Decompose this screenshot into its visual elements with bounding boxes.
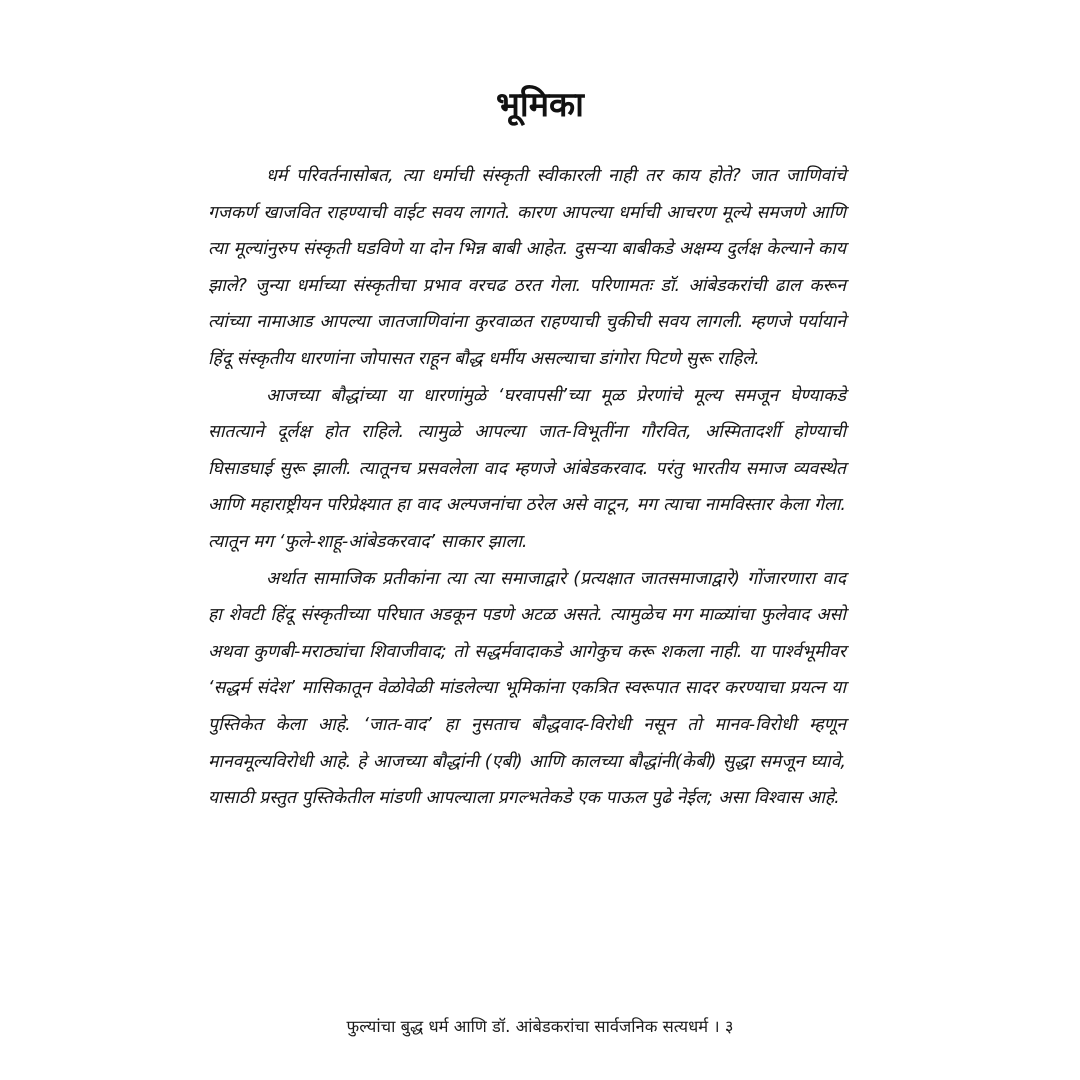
page-title: भूमिका bbox=[496, 85, 584, 125]
body-text bbox=[208, 158, 846, 817]
paragraph-1: धर्म परिवर्तनासोबत, त्या धर्माची संस्कृती स्वीकारली नाही तर काय होते? जात जाणिवांचे गजकर्ण खाजवित राहण्याची वाईट सवय लागते. कारण आपल्या धर्माची आचरण मूल्ये समजणे आणि त्या मूल्यांनुरुप संस्कृती घडविणे या दोन भिन्न बाबी आहेत. दुसऱ्या बाबीकडे अक्षम्य दुर्लक्ष केल्याने काय झाले? जुन्या धर्माच्या संस्कृतीचा प्रभाव वरचढ ठरत गेला. परिणामतः डॉ. आंबेडकरांची ढाल करून त्यांच्या नामाआड आपल्या जातजाणिवांना कुरवाळत राहण्याची चुकीची सवय लागली. म्हणजे पर्यायाने हिंदू संस्कृतीय धारणांना जोपासत राहून बौद्ध धर्मीय असल्याचा डांगोरा पिटणे सुरू राहिले. bbox=[208, 166, 846, 369]
page-footer: फुल्यांचा बुद्ध धर्म आणि डॉ. आंबेडकरांचा सार्वजनिक सत्यधर्म । ३ bbox=[346, 1017, 734, 1036]
paragraph-2: आजच्या बौद्धांच्या या धारणांमुळे ‘घरवापसी’च्या मूळ प्रेरणांचे मूल्य समजून घेण्याकडे सातत्याने दूर्लक्ष होत राहिले. त्यामुळे आपल्या जात-विभूतींना गौरवित, अस्मितादर्शी होण्याची घिसाडघाई सुरू झाली. त्यातूनच प्रसवलेला वाद म्हणजे आंबेडकरवाद. परंतु भारतीय समाज व्यवस्थेत आणि महाराष्ट्रीयन परिप्रेक्ष्यात हा वाद अल्पजनांचा ठरेल असे वाटून, मग त्याचा नामविस्तार केला गेला. त्यातून मग ‘फुले-शाहू-आंबेडकरवाद’ साकार झाला. bbox=[208, 385, 846, 552]
paragraph-3: अर्थात सामाजिक प्रतीकांना त्या त्या समाजाद्वारे (प्रत्यक्षात जातसमाजाद्वारे) गोंजारणारा वाद हा शेवटी हिंदू संस्कृतीच्या परिघात अडकून पडणे अटळ असते. त्यामुळेच मग माळ्यांचा फुलेवाद असो अथवा कुणबी-मराठ्यांचा शिवाजीवाद; तो सद्धर्मवादाकडे आगेकुच करू शकला नाही. या पार्श्वभूमीवर ‘सद्धर्म संदेश’ मासिकातून वेळोवेळी मांडलेल्या भूमिकांना एकत्रित स्वरूपात सादर करण्याचा प्रयत्न या पुस्तिकेत केला आहे. ‘जात-वाद’ हा नुसताच बौद्धवाद-विरोधी नसून तो मानव-विरोधी म्हणून मानवमूल्यविरोधी आहे. हे आजच्या बौद्धांनी (एबी) आणि कालच्या बौद्धांनी(केबी) सुद्धा समजून घ्यावे, यासाठी प्रस्तुत पुस्तिकेतील मांडणी आपल्याला प्रगल्भतेकडे एक पाऊल पुढे नेईल; असा विश्वास आहे. bbox=[208, 568, 846, 809]
